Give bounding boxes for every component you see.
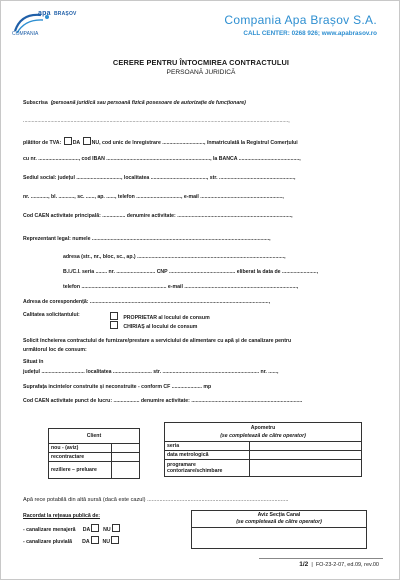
situat-line-2[interactable]: județul .............................. localitatea ........................... str. ................................................................... nr. ......, [23, 369, 279, 375]
pluviala-da-label: DA [82, 539, 90, 545]
client-cell-recontractare[interactable] [112, 453, 140, 462]
form-title: CERERE PENTRU ÎNTOCMIREA CONTRACTULUI [112, 58, 290, 67]
tva-label: plătitor de TVA: [23, 140, 62, 146]
apometru-row-data: data metrologică [165, 451, 250, 460]
proprietar-checkbox[interactable] [110, 312, 118, 320]
company-name: Compania Apa Brașov S.A. [224, 13, 377, 27]
logo-word-apa: apa [38, 10, 51, 17]
call-center-line: CALL CENTER: 0268 926; www.apabrasov.ro [243, 30, 377, 37]
menajera-row [23, 524, 121, 533]
subscris-label: Subscrisa [23, 100, 48, 106]
calitatea-proprietar [109, 312, 210, 321]
form-subtitle: PERSOANĂ JURIDICĂ [166, 69, 236, 76]
apometru-subtitle: (se completează de către operator) [220, 433, 306, 439]
client-cell-nou[interactable] [112, 444, 140, 453]
calitatea-label-text: Calitatea solicitantului: [23, 312, 80, 318]
menajera-da-checkbox[interactable] [91, 524, 99, 532]
website: www.apabrasov.ro [321, 30, 377, 37]
calitatea-chirias [109, 321, 197, 330]
client-table [48, 428, 140, 479]
call-center-number: 0268 926 [291, 30, 318, 37]
chirias-label: CHIRIAȘ al locului de consum [123, 324, 198, 330]
subscris-fill-line[interactable]: ........................................................................................................................................................................................, [23, 118, 290, 124]
aviz-title: Aviz Secția Canal [257, 512, 301, 518]
client-row-reziliere: reziliere – preluare [49, 462, 112, 479]
pluviala-label: - canalizare pluvială [23, 539, 73, 545]
tva-nu-label: NU, cod unic de înregistrare ............................., înmatriculată la Registrul Comerțului [91, 140, 298, 146]
client-row-recontractare: recontractare [49, 453, 112, 462]
client-row-nou: nou - (aviz) [49, 444, 112, 453]
tva-row [23, 137, 298, 146]
logo-word-compania: COMPANIA [12, 31, 39, 37]
pluviala-da-checkbox[interactable] [91, 536, 99, 544]
form-code: FO-23-2-07, ed.09, rev.00 [315, 562, 379, 568]
pluviala-row [23, 536, 120, 545]
apometru-row-seria: seria [165, 442, 250, 451]
pluviala-nu-checkbox[interactable] [111, 536, 119, 544]
apometru-cell-programare[interactable] [250, 460, 362, 477]
footer: 1/2 | FO-23-2-07, ed.09, rev.00 [299, 561, 379, 568]
subscris-hint: (persoană juridică sau persoană fizică posesoare de autorizație de funcționare) [50, 100, 246, 106]
call-center-label: CALL CENTER: [243, 30, 290, 37]
proprietar-label: PROPRIETAR al locului de consum [123, 315, 210, 321]
apometru-table [164, 422, 362, 477]
apometru-table-header [165, 423, 362, 442]
solicit-line-1: Solicit încheierea contractului de furnizare/prestare a serviciului de alimentare cu apă și de canalizare pentru [23, 338, 292, 344]
calitatea-label [23, 312, 80, 318]
nr-bl-row[interactable]: nr. ............, bl. ..........., sc. ......, ap. ......, telefon ..............................., e-mail ........................................................., [23, 194, 284, 200]
subscris-row [23, 100, 246, 106]
tva-da-checkbox[interactable] [64, 137, 72, 145]
tva-nu-checkbox[interactable] [83, 137, 91, 145]
apometru-row-programare: programare contorizare/schimbare [165, 460, 250, 477]
menajera-label: - canalizare menajeră [23, 527, 76, 533]
pluviala-nu-label: NU [102, 539, 110, 545]
caen-punct-row[interactable]: Cod CAEN activitate punct de lucru: .................. denumire activitate: ............................................................................. [23, 398, 303, 404]
caen-row[interactable]: Cod CAEN activitate principală: ................ denumire activitate: ..............................................................................., [23, 213, 293, 219]
apometru-title: Apometru [250, 425, 276, 431]
corespondenta-row[interactable]: Adresa de corespondență: ............................................................................................................................, [23, 299, 271, 305]
alta-sursa-row[interactable]: Apă rece potabilă din altă sursă (dacă este cazul) ........................................................................................... [23, 497, 289, 503]
tva-da-label: DA [72, 140, 81, 146]
menajera-da-label: DA [82, 527, 91, 533]
logo-word-brasov: BRAȘOV [54, 11, 77, 17]
solicit-line-2: următorul loc de consum: [23, 347, 87, 353]
racordat-label: Racordat la rețeaua publică de: [23, 513, 100, 519]
menajera-nu-label: NU [103, 527, 111, 533]
client-cell-reziliere[interactable] [112, 462, 140, 479]
aviz-table-header [192, 511, 367, 528]
chirias-checkbox[interactable] [110, 321, 118, 329]
rep-bi-row[interactable]: B.I./C.I. seria ........ nr. ........................... CNP .............................................. eliberat la data de ........................, [63, 269, 319, 275]
footer-divider [259, 558, 383, 559]
apometru-cell-seria[interactable] [250, 442, 362, 451]
apometru-cell-data[interactable] [250, 451, 362, 460]
page-number: 1/2 [299, 561, 309, 568]
client-table-header: Client [49, 429, 140, 444]
rep-legal-row[interactable]: Reprezentant legal: numele ..........................................................................................................................., [23, 236, 271, 242]
sediu-row[interactable]: Sediul social: județul ..............................., localitatea ......................................., str. ...................................................., [23, 175, 296, 181]
rep-tel-row[interactable]: telefon ........................................................... e-mail .............................................................................., [63, 284, 299, 290]
aviz-cell[interactable] [192, 528, 367, 549]
rep-adresa-row[interactable]: adresa (str., nr., bloc, sc., ap.) ......................................................................................................, [63, 254, 286, 260]
menajera-nu-checkbox[interactable] [112, 524, 120, 532]
cu-nr-row[interactable]: cu nr. ............................, cod IBAN ........................................................................, la BANCA .........................................., [23, 156, 301, 162]
aviz-table [191, 510, 367, 549]
situat-line-1: Situat în [23, 359, 44, 365]
aviz-subtitle: (se completează de către operator) [236, 519, 322, 525]
suprafata-row[interactable]: Suprafața incintelor construite și neconstruite - conform CF ..................... mp [23, 384, 212, 390]
